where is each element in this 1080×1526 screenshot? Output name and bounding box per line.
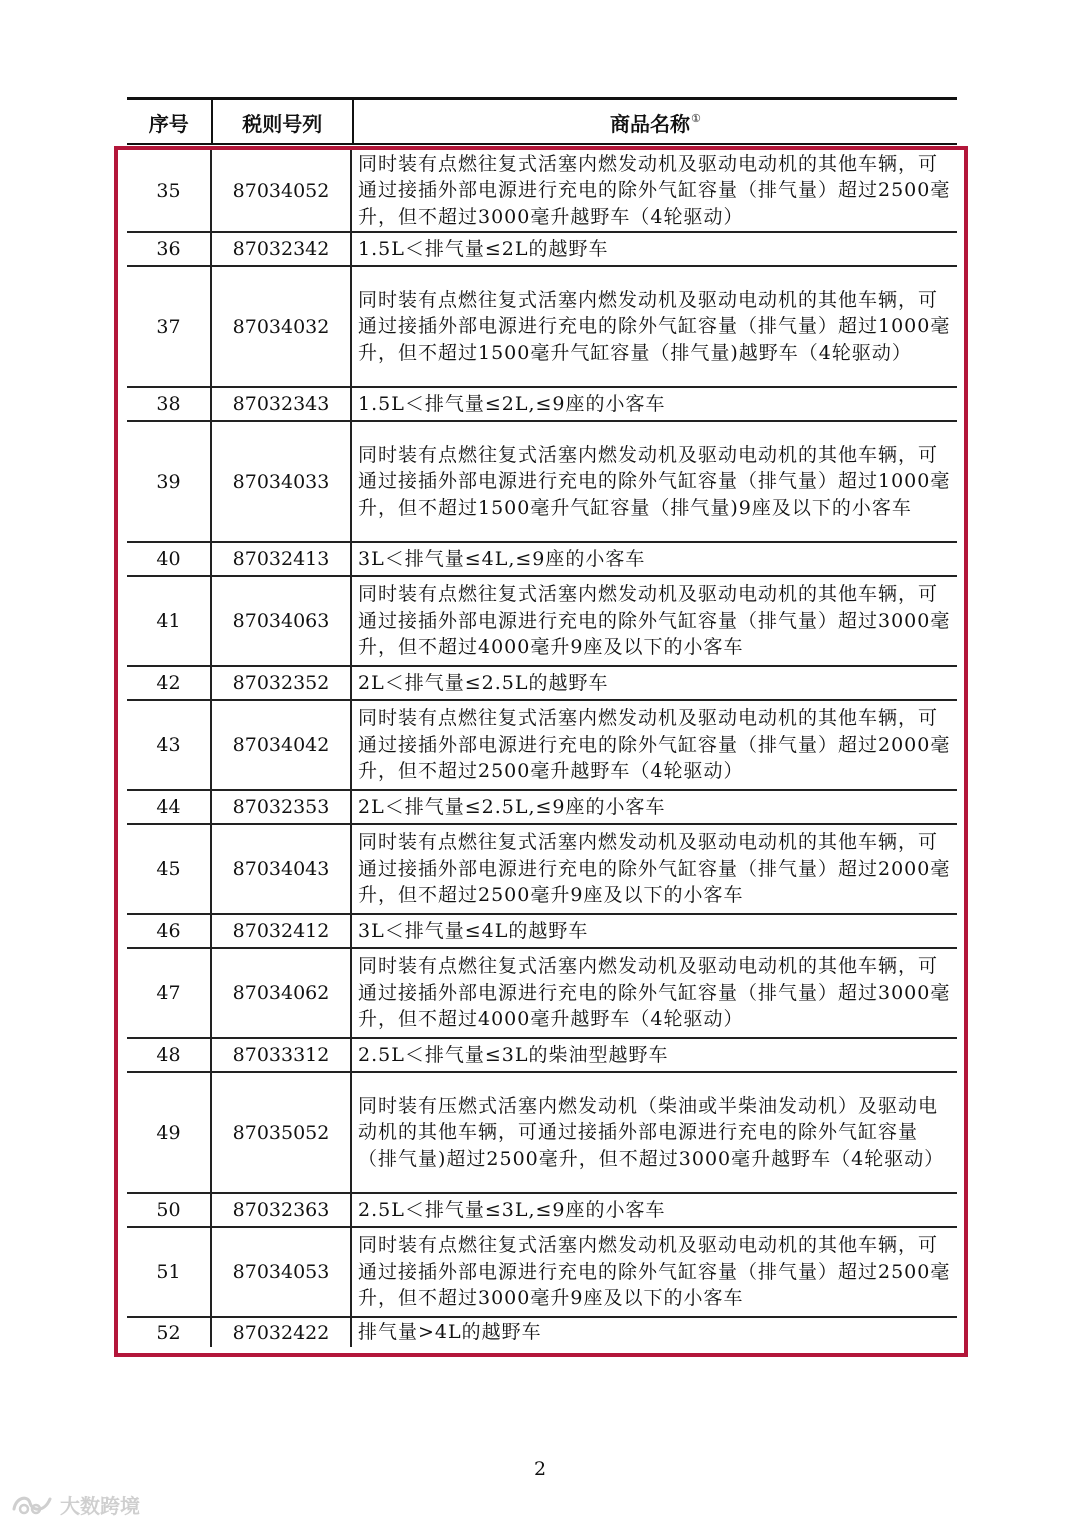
- row-name: 同时装有点燃往复式活塞内燃发动机及驱动电动机的其他车辆，可通过接插外部电源进行充电的除外气缸容量（排气量）超过3000毫升，但不超过4000毫升9座及以下的小客车: [351, 576, 957, 666]
- row-name: 排气量>4L的越野车: [358, 1321, 542, 1344]
- row-code: 87032413: [211, 542, 351, 576]
- row-name: 3L＜排气量≤4L,≤9座的小客车: [351, 542, 957, 576]
- header-seq: [127, 100, 213, 144]
- row-code: 87032353: [211, 790, 351, 824]
- row-name: 1.5L＜排气量≤2L,≤9座的小客车: [351, 387, 957, 421]
- row-code: 87034053: [211, 1227, 351, 1317]
- row-code: 87032343: [211, 387, 351, 421]
- row-name: 同时装有点燃往复式活塞内燃发动机及驱动电动机的其他车辆，可通过接插外部电源进行充电的除外气缸容量（排气量）超过3000毫升，但不超过4000毫升越野车（4轮驱动）: [351, 948, 957, 1038]
- row-seq: 46: [127, 914, 211, 948]
- row-name: 同时装有点燃往复式活塞内燃发动机及驱动电动机的其他车辆，可通过接插外部电源进行充电的除外气缸容量（排气量）超过1000毫升，但不超过1500毫升气缸容量（排气量)越野车（4轮驱动）: [351, 266, 957, 387]
- row-name: 3L＜排气量≤4L的越野车: [351, 914, 957, 948]
- row-seq: 40: [127, 542, 211, 576]
- row-name: 同时装有点燃往复式活塞内燃发动机及驱动电动机的其他车辆，可通过接插外部电源进行充电的除外气缸容量（排气量）超过1000毫升，但不超过1500毫升气缸容量（排气量)9座及以下的小客车: [351, 421, 957, 542]
- row-name: 2.5L＜排气量≤3L,≤9座的小客车: [351, 1193, 957, 1227]
- header-name-label: 商品名称: [610, 111, 691, 136]
- row-code: 87032412: [211, 914, 351, 948]
- row-code: 87034042: [211, 700, 351, 790]
- table-header: [127, 100, 957, 144]
- row-seq: 47: [127, 948, 211, 1038]
- row-seq: 35: [127, 150, 211, 232]
- row-seq: 38: [127, 387, 211, 421]
- header-name: [354, 100, 957, 144]
- header-name-footnote-mark: ①: [691, 111, 701, 125]
- row-seq: 45: [127, 824, 211, 914]
- row-code: 87034043: [211, 824, 351, 914]
- row-seq: 41: [127, 576, 211, 666]
- row-seq: 50: [127, 1193, 211, 1227]
- row-code: 87035052: [211, 1072, 351, 1193]
- watermark-text: 大数跨境: [60, 1493, 140, 1518]
- row-code: 87034052: [211, 150, 351, 232]
- row-name: 2L＜排气量≤2.5L的越野车: [351, 666, 957, 700]
- row-code: 87032342: [211, 232, 351, 266]
- row-seq: 36: [127, 232, 211, 266]
- row-seq: 42: [127, 666, 211, 700]
- row-name: 同时装有压燃式活塞内燃发动机（柴油或半柴油发动机）及驱动电动机的其他车辆，可通过接插外部电源进行充电的除外气缸容量（排气量)超过2500毫升，但不超过3000毫升越野车（4轮驱动）: [351, 1072, 957, 1193]
- row-code: 87032352: [211, 666, 351, 700]
- header-seq-label: 序号: [148, 111, 189, 136]
- row-name: 同时装有点燃往复式活塞内燃发动机及驱动电动机的其他车辆，可通过接插外部电源进行充电的除外气缸容量（排气量）超过2000毫升，但不超过2500毫升9座及以下的小客车: [351, 824, 957, 914]
- watermark: [10, 1488, 140, 1520]
- watermark-logo-icon: [10, 1491, 54, 1517]
- row-seq: 39: [127, 421, 211, 542]
- row-code: 87034063: [211, 576, 351, 666]
- row-name: 同时装有点燃往复式活塞内燃发动机及驱动电动机的其他车辆，可通过接插外部电源进行充电的除外气缸容量（排气量）超过2500毫升，但不超过3000毫升越野车（4轮驱动）: [351, 150, 957, 232]
- row-seq: 43: [127, 700, 211, 790]
- header-bottom-rule: [127, 143, 957, 145]
- highlight-frame: [114, 146, 968, 1357]
- row-name: 同时装有点燃往复式活塞内燃发动机及驱动电动机的其他车辆，可通过接插外部电源进行充电的除外气缸容量（排气量）超过2000毫升，但不超过2500毫升越野车（4轮驱动）: [351, 700, 957, 790]
- row-code: 87034033: [211, 421, 351, 542]
- row-code: 87033312: [211, 1038, 351, 1072]
- row-code: 87032363: [211, 1193, 351, 1227]
- row-name: 2L＜排气量≤2.5L,≤9座的小客车: [351, 790, 957, 824]
- header-code-label: 税则号列: [242, 111, 323, 136]
- page-number: 2: [533, 1458, 547, 1480]
- row-code: 87034062: [211, 948, 351, 1038]
- row-name: 1.5L＜排气量≤2L的越野车: [351, 232, 957, 266]
- row-seq: 49: [127, 1072, 211, 1193]
- header-code: [213, 100, 354, 144]
- row-code: 87032422: [211, 1317, 351, 1347]
- row-name: 同时装有点燃往复式活塞内燃发动机及驱动电动机的其他车辆，可通过接插外部电源进行充电的除外气缸容量（排气量）超过2500毫升，但不超过3000毫升9座及以下的小客车: [351, 1227, 957, 1317]
- row-seq: 44: [127, 790, 211, 824]
- row-code: 87034032: [211, 266, 351, 387]
- row-seq: 52: [127, 1317, 211, 1347]
- row-seq: 37: [127, 266, 211, 387]
- row-seq: 48: [127, 1038, 211, 1072]
- row-name: 2.5L＜排气量≤3L的柴油型越野车: [351, 1038, 957, 1072]
- row-seq: 51: [127, 1227, 211, 1317]
